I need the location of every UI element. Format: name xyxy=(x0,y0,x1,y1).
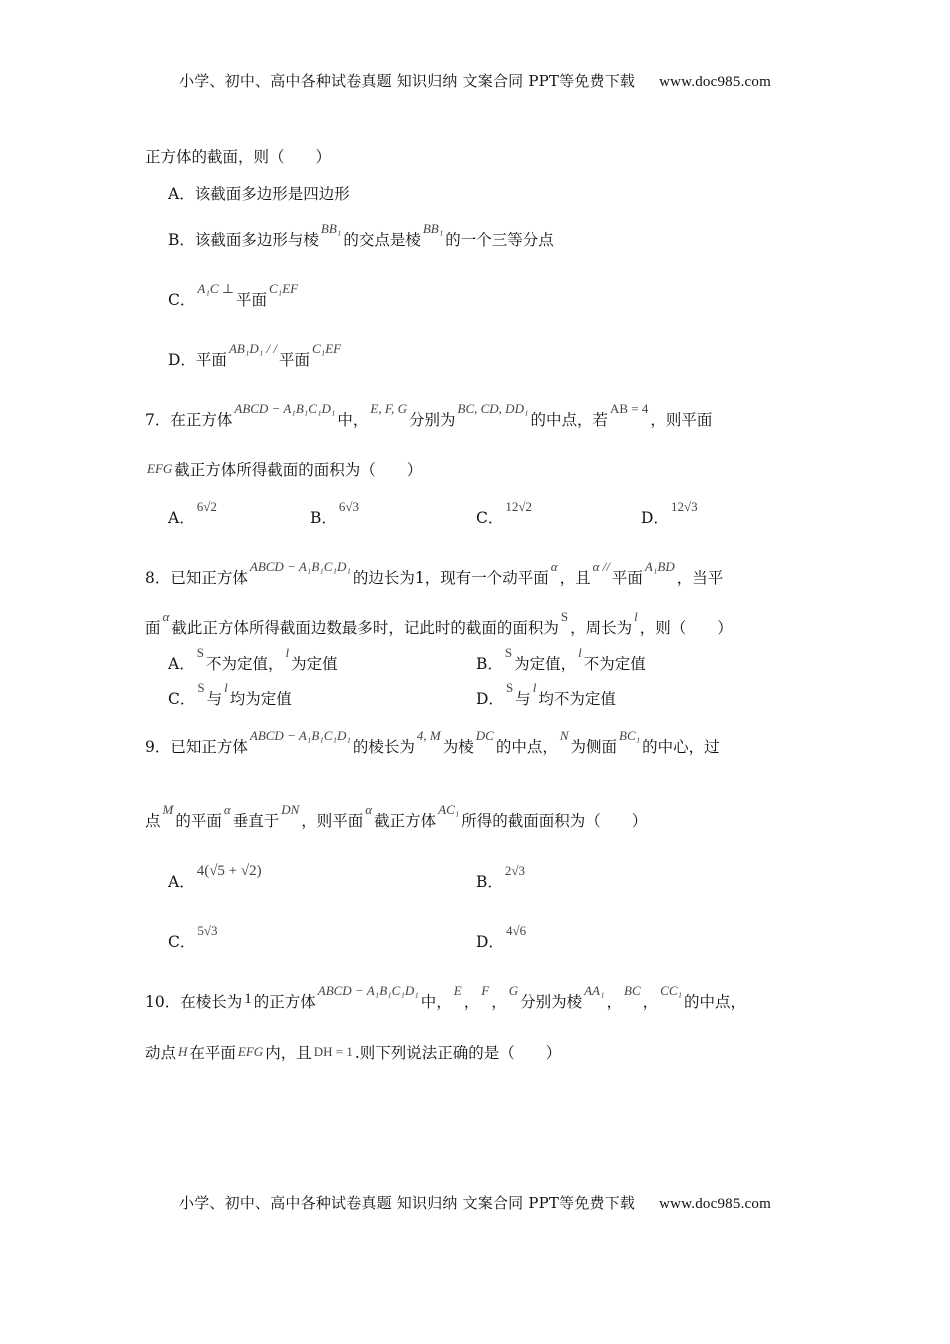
math-efg: E, F, G xyxy=(370,401,407,416)
math-cube: ABCD − A₁B₁C₁D₁ xyxy=(317,983,419,998)
math-s: S xyxy=(504,645,513,660)
math-e: E xyxy=(453,983,462,998)
q7-option-a: A．$^{6√2}$ xyxy=(168,499,217,527)
q7-option-d: D．$^{12√3}$ xyxy=(641,499,698,527)
q8-option-a: A．$^S$不为定值，$^l$为定值 xyxy=(168,645,338,673)
math-f: F xyxy=(481,983,490,998)
math-edges: BC, CD, DD₁ xyxy=(457,401,529,416)
math-c1ef: C₁EF xyxy=(269,281,299,296)
math-ac1: AC₁ xyxy=(438,802,460,817)
math-a1bd: A₁BD xyxy=(644,559,675,574)
math-value: 6√2 xyxy=(196,499,217,514)
math-value: 12√2 xyxy=(505,499,533,514)
math-value: 4√6 xyxy=(505,923,527,938)
header-text: 小学、初中、高中各种试卷真题 知识归纳 文案合同 PPT等免费下载 xyxy=(179,72,636,90)
math-one: 1 xyxy=(244,991,252,1007)
q10-stem-line1: 10．在棱长为 1 的正方体$^{ABCD - A_1B_1C_1D_1}$中，$^E$，$^F$，$^G$分别为棱$^{AA_1}$，$^{BC}$，$^{CC_1}$的中点， xyxy=(145,983,747,1011)
math-aa1: AA₁ xyxy=(584,983,605,998)
math-cc1: CC₁ xyxy=(660,983,683,998)
math-4m: 4, M xyxy=(416,728,441,743)
math-alpha: α xyxy=(550,559,558,574)
q8-option-d: D．$^S$与$^l$均不为定值 xyxy=(476,680,616,708)
math-l: l xyxy=(578,645,582,660)
math-value: 6√3 xyxy=(338,499,360,514)
q7-option-c: C．$^{12√2}$ xyxy=(476,499,533,527)
header-url[interactable]: www.doc985.com xyxy=(659,74,771,90)
math-s: S xyxy=(505,680,514,695)
math-s: S xyxy=(560,609,569,624)
q8-option-b: B．$^S$为定值，$^l$不为定值 xyxy=(476,645,646,673)
math-value: 4(√5 + √2) xyxy=(196,863,262,879)
q8-stem-line2: 面$^\alpha$截此正方体所得截面边数最多时，记此时的截面的面积为$^S$，周长为$^l$，则（ ） xyxy=(145,609,733,637)
math-ab4: AB = 4 xyxy=(610,401,649,416)
q9-stem-line2: 点$^M$的平面$^\alpha$垂直于$^{DN}$，则平面$^\alpha$截正方体$^{AC_1}$所得的截面面积为（ ） xyxy=(145,802,648,830)
math-m: M xyxy=(162,802,174,817)
q9-stem-line1: 9．已知正方体$^{ABCD - A_1B_1C_1D_1}$的棱长为$^{4, M}$为棱$^{DC}$的中点，$^N$为侧面$^{BC_1}$的中心，过 xyxy=(145,728,720,756)
q9-option-d: D．$^{4√6}$ xyxy=(476,923,527,951)
math-l: l xyxy=(532,680,537,695)
math-value: 12√3 xyxy=(670,499,698,514)
math-bc1: BC₁ xyxy=(619,728,641,743)
math-dc: DC xyxy=(475,728,494,743)
page-footer xyxy=(0,1192,950,1213)
math-ab1d1-parallel: AB₁D₁ / / xyxy=(228,341,277,356)
math-cube: ABCD − A₁B₁C₁D₁ xyxy=(249,728,351,743)
math-alpha-parallel: α // xyxy=(592,559,610,574)
math-alpha: α xyxy=(365,802,373,817)
q8-option-c: C．$^S$与$^l$均为定值 xyxy=(168,680,292,708)
math-cube: ABCD − A₁B₁C₁D₁ xyxy=(234,401,336,416)
math-bb1: BB₁ xyxy=(320,221,342,236)
math-efg: EFG xyxy=(147,461,173,476)
math-dn: DN xyxy=(281,802,300,817)
math-h: H xyxy=(178,1044,188,1059)
q10-stem-line2: 动点 H 在平面 EFG 内，且 DH = 1 .则下列说法正确的是（ ） xyxy=(145,1044,562,1062)
math-alpha: α xyxy=(223,802,231,817)
math-n: N xyxy=(559,728,569,743)
math-c1ef: C₁EF xyxy=(312,341,342,356)
footer-text: 小学、初中、高中各种试卷真题 知识归纳 文案合同 PPT等免费下载 xyxy=(179,1194,636,1212)
math-bb1: BB₁ xyxy=(422,221,444,236)
q6-option-a: A．该截面多边形是四边形 xyxy=(168,185,350,203)
math-dh: DH = 1 xyxy=(313,1044,353,1059)
q6-option-b: B．该截面多边形与棱$^{BB_1}$的交点是棱$^{BB_1}$的一个三等分点 xyxy=(168,221,554,249)
math-value: 5√3 xyxy=(197,923,218,938)
math-s: S xyxy=(197,680,205,695)
math-s: S xyxy=(196,645,204,660)
q7-stem-line1: 7．在正方体$^{ABCD - A_1B_1C_1D_1}$中，$^{E, F, G}$分别为$^{BC, CD, DD_1}$的中点，若$^{AB = 4}$，则平面 xyxy=(145,401,713,429)
math-efg: EFG xyxy=(237,1044,264,1059)
math-cube: ABCD − A₁B₁C₁D₁ xyxy=(249,559,351,574)
math-l: l xyxy=(634,609,638,624)
q8-stem-line1: 8．已知正方体$^{ABCD - A_1B_1C_1D_1}$的边长为1，现有一个动平面$^\alpha$，且$^{\alpha //}$平面$^{A_1BD}$，当平 xyxy=(145,559,724,587)
q7-stem-line2: EFG 截正方体所得截面的面积为（ ） xyxy=(147,461,423,479)
math-bc: BC xyxy=(624,983,641,998)
q6-option-c: C．$^{A_1C \perp}$平面$^{C_1EF}$ xyxy=(168,281,299,309)
math-alpha: α xyxy=(162,609,170,624)
math-l: l xyxy=(224,680,228,695)
math-l: l xyxy=(285,645,290,660)
q9-option-b: B．$^{2√3}$ xyxy=(476,863,526,891)
q7-option-b: B．$^{6√3}$ xyxy=(310,499,360,527)
page-header xyxy=(0,70,950,91)
q9-option-a: A．4(√5 + √2) xyxy=(168,863,262,891)
q6-tail: 正方体的截面，则（ ） xyxy=(145,148,332,166)
q9-option-c: C．$^{5√3}$ xyxy=(168,923,218,951)
footer-url[interactable]: www.doc985.com xyxy=(659,1196,771,1212)
math-g: G xyxy=(508,983,519,998)
math-a1c-perp: A₁C ⊥ xyxy=(197,281,234,296)
math-value: 2√3 xyxy=(504,863,526,878)
q6-option-d: D．平面$^{AB_1D_1 / /}$平面$^{C_1EF}$ xyxy=(168,341,342,369)
